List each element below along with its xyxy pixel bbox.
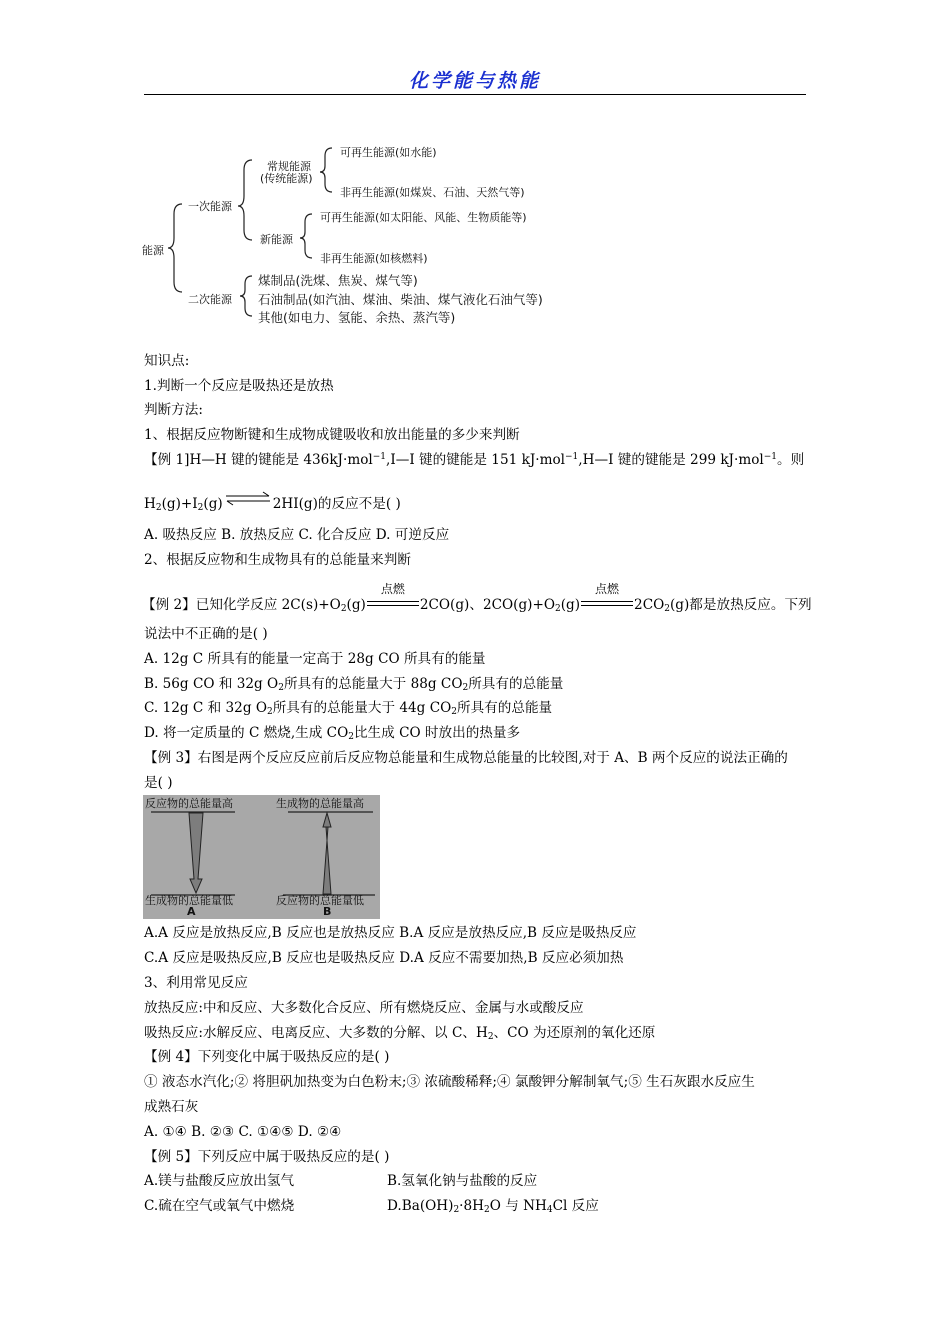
- ignite-condition-mark: 点燃: [367, 597, 419, 615]
- equilibrium-arrow-icon: [225, 490, 271, 506]
- tree-conventional-sub: (传统能源): [260, 172, 313, 185]
- example-2-option-a: A. 12g C 所具有的能量一定高于 28g CO 所具有的能量: [144, 651, 486, 667]
- example-1-question: 【例 1]H—H 键的键能是 436kJ·mol$^{-1}$,I—I 键的键能是 151 kJ·mol$^{-1}$,H—I 键的键能是 299 kJ·mol$^{-1}$。则: [144, 452, 805, 468]
- example-2-option-b: B. 56g CO 和 32g $O_2$所具有的总能量大于 88g $CO_2$所具有的总能量: [144, 676, 564, 693]
- example-2-option-d: D. 将一定质量的 C 燃烧,生成 $CO_2$比生成 CO 时放出的热量多: [144, 725, 521, 742]
- figure-b-bottom-label: 反应物的总能量低: [276, 894, 364, 907]
- title-underline: [144, 94, 806, 95]
- method-2: 2、根据反应物和生成物具有的总能量来判断: [144, 552, 411, 568]
- arrow-up-icon: [323, 813, 331, 894]
- tree-secondary: 二次能源: [188, 293, 232, 306]
- tree-conv-nonrenewable: 非再生能源(如煤炭、石油、天然气等): [340, 186, 525, 199]
- knowledge-heading: 知识点:: [144, 353, 190, 369]
- point-1: 1.判断一个反应是吸热还是放热: [144, 378, 334, 394]
- example-1-equation: $H_2(g)+I_2(g)$ 2HI(g)的反应不是( ): [144, 490, 401, 513]
- example-4-options: A. ①④ B. ②③ C. ①④⑤ D. ②④: [144, 1124, 342, 1140]
- example-4-line-1: ① 液态水汽化;② 将胆矾加热变为白色粉末;③ 浓硫酸稀释;④ 氯酸钾分解制氧气;⑤ 生石灰跟水反应生: [144, 1074, 755, 1090]
- method-1: 1、根据反应物断键和生成物成键吸收和放出能量的多少来判断: [144, 427, 520, 443]
- energy-comparison-figure: [143, 795, 380, 919]
- new-brace: [300, 214, 312, 258]
- tree-secondary-item-2: 石油制品(如汽油、煤油、柴油、煤气液化石油气等): [258, 292, 543, 307]
- secondary-brace: [240, 276, 252, 316]
- arrow-down-icon: [189, 813, 203, 893]
- tree-conv-renewable: 可再生能源(如水能): [340, 146, 437, 159]
- conventional-brace: [320, 148, 332, 192]
- tree-secondary-item-1: 煤制品(洗煤、焦炭、煤气等): [258, 273, 418, 288]
- method-heading: 判断方法:: [144, 402, 203, 418]
- example-4-question: 【例 4】下列变化中属于吸热反应的是( ): [144, 1049, 390, 1065]
- example-2-line-2: 说法中不正确的是( ): [144, 626, 268, 642]
- tree-new: 新能源: [260, 233, 293, 246]
- example-5-question: 【例 5】下列反应中属于吸热反应的是( ): [144, 1149, 390, 1165]
- example-3-options-1: A.A 反应是放热反应,B 反应也是放热反应 B.A 反应是放热反应,B 反应是吸热反应: [144, 925, 637, 941]
- ignite-condition-mark: 点燃: [581, 597, 633, 615]
- endothermic-list: 吸热反应:水解反应、电离反应、大多数的分解、以 C、$H_2$、CO 为还原剂的氧化还原: [144, 1025, 656, 1042]
- tree-primary: 一次能源: [188, 200, 232, 213]
- tree-secondary-item-3: 其他(如电力、氢能、余热、蒸汽等): [258, 310, 456, 325]
- figure-b-label: B: [323, 905, 332, 918]
- figure-a-label: A: [187, 905, 196, 918]
- exothermic-list: 放热反应:中和反应、大多数化合反应、所有燃烧反应、金属与水或酸反应: [144, 1000, 584, 1016]
- tree-new-nonrenewable: 非再生能源(如核燃料): [320, 252, 428, 265]
- tree-conventional: 常规能源: [267, 160, 311, 173]
- example-2-option-c: C. 12g C 和 32g $O_2$所具有的总能量大于 44g $CO_2$所具有的总能量: [144, 700, 553, 717]
- example-1-options: A. 吸热反应 B. 放热反应 C. 化合反应 D. 可逆反应: [144, 527, 450, 543]
- figure-b-top-label: 生成物的总能量高: [276, 797, 364, 810]
- example-4-line-2: 成熟石灰: [144, 1099, 199, 1115]
- example-3-line-2: 是( ): [144, 775, 173, 791]
- example-3-line-1: 【例 3】右图是两个反应反应前后反应物总能量和生成物总能量的比较图,对于 A、B 两个反应的说法正确的: [144, 750, 788, 766]
- primary-brace: [238, 160, 252, 240]
- tree-root: 能源: [142, 244, 164, 257]
- example-3-options-2: C.A 反应是吸热反应,B 反应也是吸热反应 D.A 反应不需要加热,B 反应必须加热: [144, 950, 624, 966]
- figure-a-top-label: 反应物的总能量高: [145, 797, 233, 810]
- example-2-question: 【例 2】已知化学反应 $2C(s)+O_2(g)$ 点燃 2CO(g)、$2CO(g)+O_2(g)$ 点燃 $2CO_2(g)$都是放热反应。下列: [142, 581, 812, 614]
- method-3: 3、利用常见反应: [144, 975, 248, 991]
- root-brace: [168, 204, 182, 292]
- tree-new-renewable: 可再生能源(如太阳能、风能、生物质能等): [320, 211, 527, 224]
- page-title: 化学能与热能: [408, 70, 541, 92]
- figure-a-bottom-label: 生成物的总能量低: [145, 894, 233, 907]
- example-5-options-row-2: C.硫在空气或氧气中燃烧 $D.Ba(OH)_2\cdot 8H_2O$ 与 $NH_4Cl$ 反应: [144, 1198, 599, 1215]
- example-5-options-row-1: A.镁与盐酸反应放出氢气 B.氢氧化钠与盐酸的反应: [144, 1173, 538, 1189]
